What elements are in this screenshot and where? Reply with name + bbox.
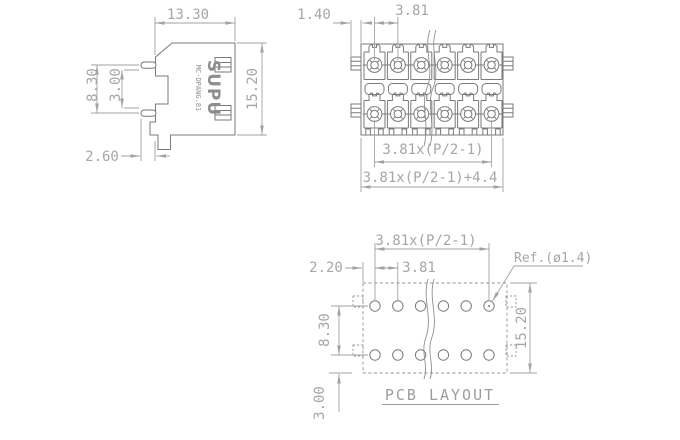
model-text: MC-DPANG.81 [194, 64, 202, 112]
dim-pin-gap: 3.00 [108, 68, 124, 102]
pcb-break-lines [424, 279, 435, 379]
pcb-dim-bottom-offset: 3.00 [312, 386, 328, 420]
dim-pin-span: 8.30 [85, 68, 101, 102]
pcb-layout-title: PCB LAYOUT [384, 386, 496, 404]
terminal-cells-row1 [363, 45, 503, 80]
side-view-pin-upper [141, 62, 156, 68]
pcb-dim-edge-offset: 2.20 [309, 260, 343, 276]
dim-pin-protrusion: 2.60 [85, 149, 119, 165]
pcb-dim-pitch: 3.81 [402, 260, 436, 276]
pcb-dim-height: 15.20 [514, 306, 530, 350]
side-view-dimensions [85, 7, 267, 165]
pcb-dim-row-pitch: 8.30 [317, 313, 333, 347]
front-view [297, 3, 513, 192]
dim-pitch: 3.81 [395, 3, 429, 19]
pcb-hole-ref: Ref.(ø1.4) [514, 251, 593, 266]
pcb-holes-row2 [370, 350, 494, 360]
side-view-pin-lower [141, 110, 156, 116]
dim-tab: 1.40 [297, 7, 331, 23]
dim-span: 3.81x(P/2-1) [382, 142, 484, 158]
terminal-cells-row2 [363, 93, 503, 128]
bottom-feet [366, 129, 500, 135]
pcb-dim-span: 3.81x(P/2-1) [375, 233, 477, 249]
ref-hole-center-mark [488, 305, 490, 307]
dim-width: 13.30 [166, 7, 210, 23]
dim-overall: 3.81x(P/2-1)+4.4 [362, 170, 498, 186]
side-view [85, 7, 267, 165]
pcb-body-outline [363, 283, 507, 373]
side-view-branding [194, 60, 223, 116]
pcb-layout [309, 233, 592, 420]
front-view-dimensions [297, 3, 503, 192]
pcb-holes-row1 [370, 301, 494, 311]
dim-height: 15.20 [245, 67, 261, 111]
brand-text: SUPU [203, 59, 223, 117]
